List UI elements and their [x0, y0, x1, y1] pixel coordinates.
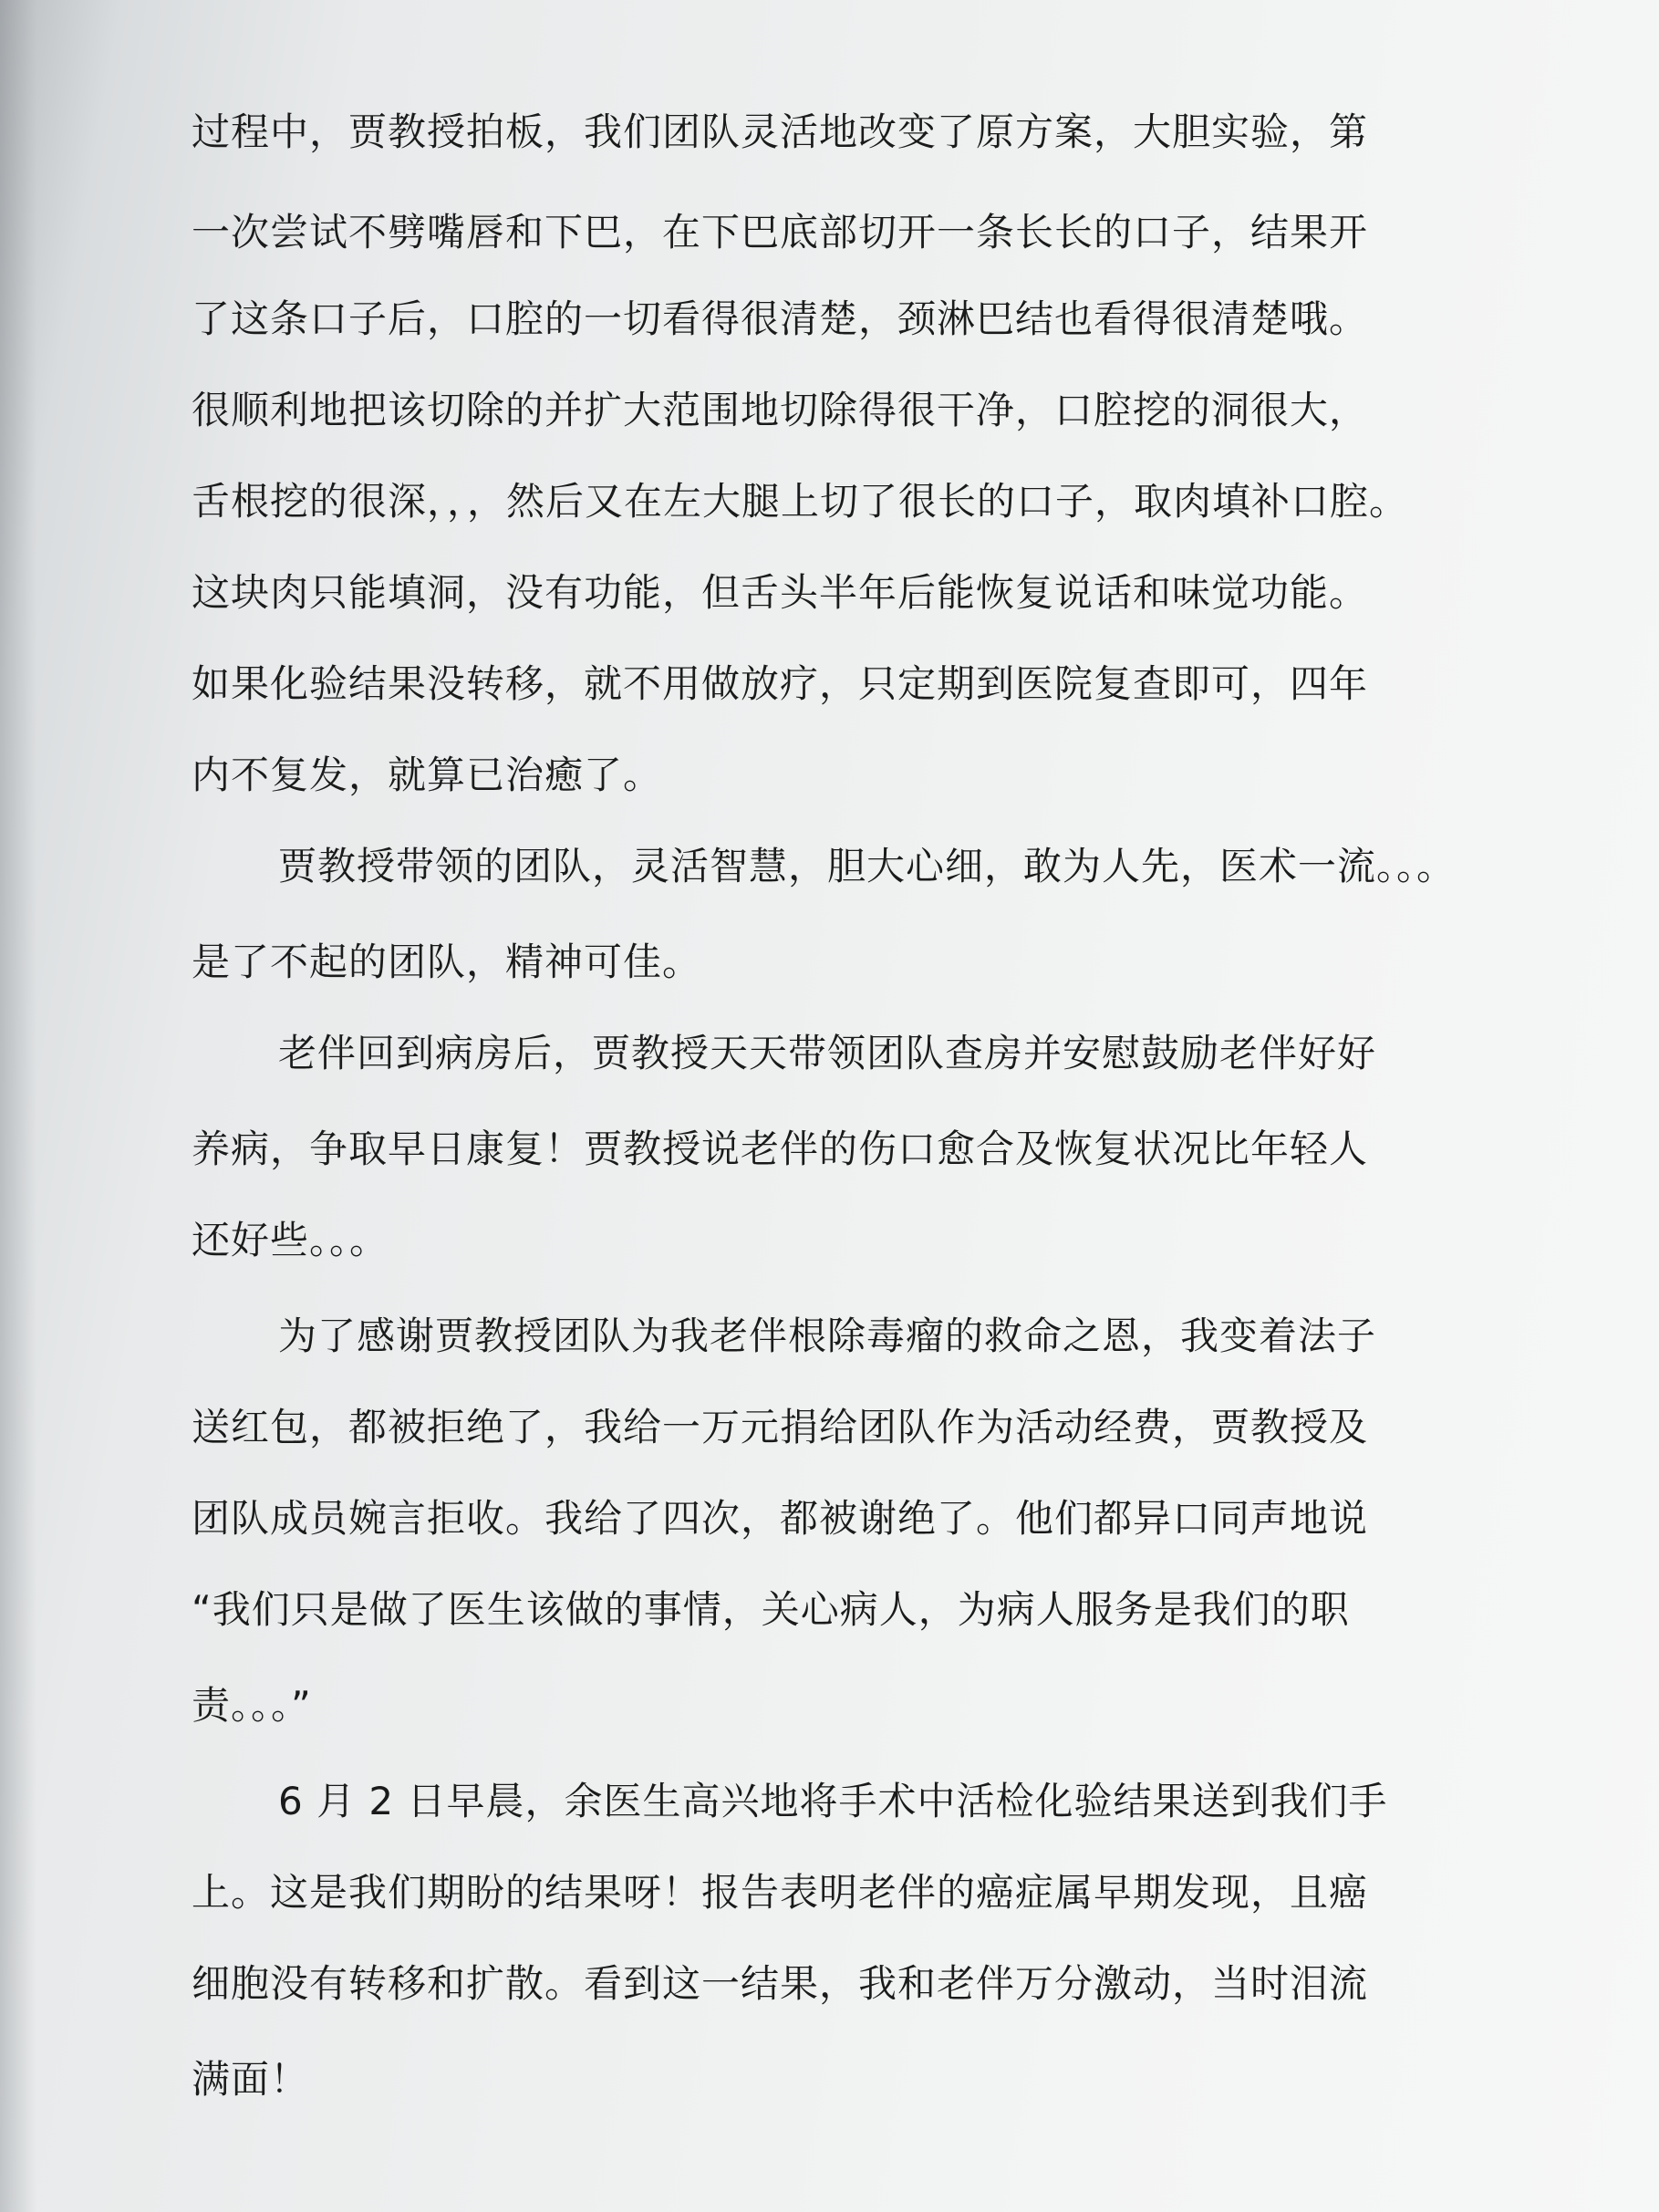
text-line: 满面！	[192, 2057, 310, 2102]
text-line: 6 月 2 日早晨，余医生高兴地将手术中活检化验结果送到我们手	[278, 1779, 1388, 1823]
text-line: 是了不起的团队，精神可佳。	[192, 940, 702, 984]
text-line: 团队成员婉言拒收。我给了四次，都被谢绝了。他们都异口同声地说	[192, 1496, 1369, 1541]
text-line: 舌根挖的很深，，，然后又在左大腿上切了很长的口子，取肉填补口腔。	[192, 479, 1409, 524]
text-line: 过程中，贾教授拍板，我们团队灵活地改变了原方案，大胆实验，第	[192, 109, 1369, 154]
text-line: 内不复发，就算已治癒了。	[192, 753, 663, 797]
text-line: “我们只是做了医生该做的事情，关心病人，为病人服务是我们的职	[192, 1587, 1350, 1632]
text-line: 细胞没有转移和扩散。看到这一结果，我和老伴万分激动，当时泪流	[192, 1961, 1369, 2006]
text-line: 很顺利地把该切除的并扩大范围地切除得很干净，口腔挖的洞很大，	[192, 388, 1369, 432]
text-line: 一次尝试不劈嘴唇和下巴，在下巴底部切开一条长长的口子，结果开	[192, 210, 1369, 254]
text-line: 上。这是我们期盼的结果呀！报告表明老伴的癌症属早期发现，且癌	[192, 1870, 1369, 1915]
text-line: 如果化验结果没转移，就不用做放疗，只定期到医院复查即可，四年	[192, 661, 1369, 706]
text-line: 还好些。。。	[192, 1218, 389, 1262]
text-line: 了这条口子后，口腔的一切看得很清楚，颈淋巴结也看得很清楚哦。	[192, 296, 1369, 341]
text-line: 这块肉只能填洞，没有功能，但舌头半年后能恢复说话和味觉功能。	[192, 570, 1369, 615]
text-line: 送红包，都被拒绝了，我给一万元捐给团队作为活动经费，贾教授及	[192, 1405, 1369, 1449]
text-line: 贾教授带领的团队，灵活智慧，胆大心细，敢为人先，医术一流。。。	[278, 844, 1457, 888]
text-line: 责。。。”	[192, 1683, 312, 1728]
text-line: 为了感谢贾教授团队为我老伴根除毒瘤的救命之恩，我变着法子	[278, 1314, 1377, 1358]
text-line: 养病，争取早日康复！贾教授说老伴的伤口愈合及恢复状况比年轻人	[192, 1127, 1369, 1171]
text-line: 老伴回到病房后，贾教授天天带领团队查房并安慰鼓励老伴好好	[278, 1031, 1377, 1075]
